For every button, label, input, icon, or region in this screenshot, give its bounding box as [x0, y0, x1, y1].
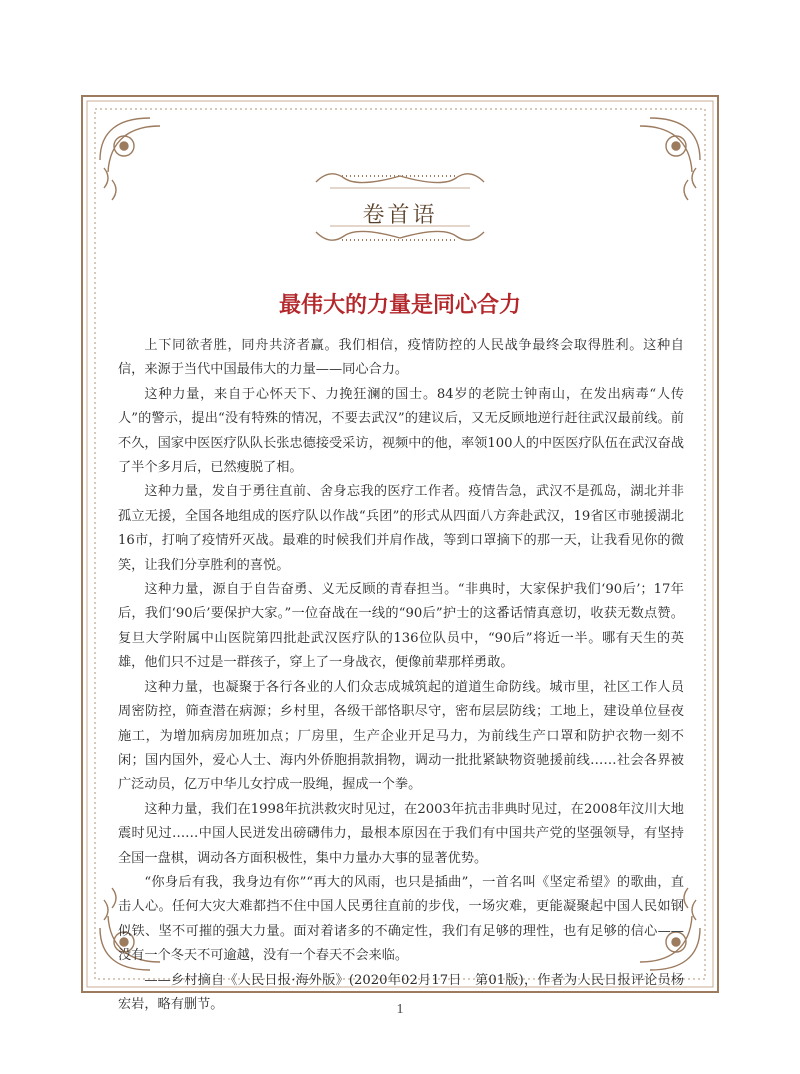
paragraph: 这种力量，我们在1998年抗洪救灾时见过，在2003年抗击非典时见过，在2008年汶川大地震时见过……中国人民迸发出磅礴伟力，最根本原因在于我们有中国共产党的坚强领导，有坚持全国一盘棋，调动各方面积极性，集中力量办大事的显著优势。 — [118, 801, 684, 866]
paragraph: “你身后有我，我身边有你”“再大的风雨，也只是插曲”，一首名叫《坚定希望》的歌曲，直击人心。任何大灾大难都挡不住中国人民勇往直前的步伐，一场灾难，更能凝聚起中国人民如钢似铁、坚不可摧的强大力量。面对着诸多的不确定性，我们有足够的理性，也有足够的信心——没有一个冬天不可逾越，没有一个春天不会来临。 — [118, 874, 684, 964]
paragraph: 这种力量，也凝聚于各行各业的人们众志成城筑起的道道生命防线。城市里，社区工作人员周密防控，筛查潜在病源；乡村里，各级干部恪职尽守，密布层层防线；工地上，建设单位昼夜施工，为增加病房加班加点；厂房里，生产企业开足马力，为前线生产口罩和防护衣物一刻不闲；国内国外，爱心人士、海内外侨胞捐款捐物，调动一批批紧缺物资驰援前线……社会各界被广泛动员，亿万中华儿女拧成一股绳，握成一个拳。 — [118, 679, 684, 793]
article-body — [118, 334, 684, 1017]
paragraph: 这种力量，源自于自告奋勇、义无反顾的青春担当。“非典时，大家保护我们‘90后’；17年后，我们‘90后’要保护大家。”一位奋战在一线的“90后”护士的这番话情真意切，收获无数点赞。复旦大学附属中山医院第四批赴武汉医疗队的136位队员中，“90后”将近一半。哪有天生的英雄，他们只不过是一群孩子，穿上了一身战衣，便像前辈那样勇敢。 — [118, 582, 684, 671]
article-title: 最伟大的力量是同心合力 — [278, 293, 521, 318]
paragraph: 这种力量，发自于勇往直前、舍身忘我的医疗工作者。疫情告急，武汉不是孤岛，湖北并非孤立无援，全国各地组成的医疗队以作战“兵团”的形式从四面八方奔赴武汉，19省区市驰援湖北16市，打响了疫情歼灭战。最难的时候我们并肩作战，等到口罩摘下的那一天，让我看见你的微笑，让我们分享胜利的喜悦。 — [118, 484, 684, 573]
paragraph: 这种力量，来自于心怀天下、力挽狂澜的国士。84岁的老院士钟南山，在发出病毒“人传人”的警示，提出“没有特殊的情况，不要去武汉”的建议后，又无反顾地逆行赶往武汉最前线。前不久，国家中医医疗队队长张忠德接受采访，视频中的他，率领100人的中医医疗队伍在武汉奋战了半个多月后，已然瘦脱了相。 — [118, 386, 684, 476]
section-title: 卷首语 — [362, 203, 438, 228]
paragraph: 上下同欲者胜，同舟共济者赢。我们相信，疫情防控的人民战争最终会取得胜利。这种自信，来源于当代中国最伟大的力量——同心合力。 — [118, 338, 684, 378]
attribution: ——乡村摘自《人民日报·海外版》(2020年02月17日 第01版)，作者为人民日报评论员杨宏岩，略有删节。 — [118, 972, 684, 1012]
page-number: 1 — [396, 1002, 404, 1017]
